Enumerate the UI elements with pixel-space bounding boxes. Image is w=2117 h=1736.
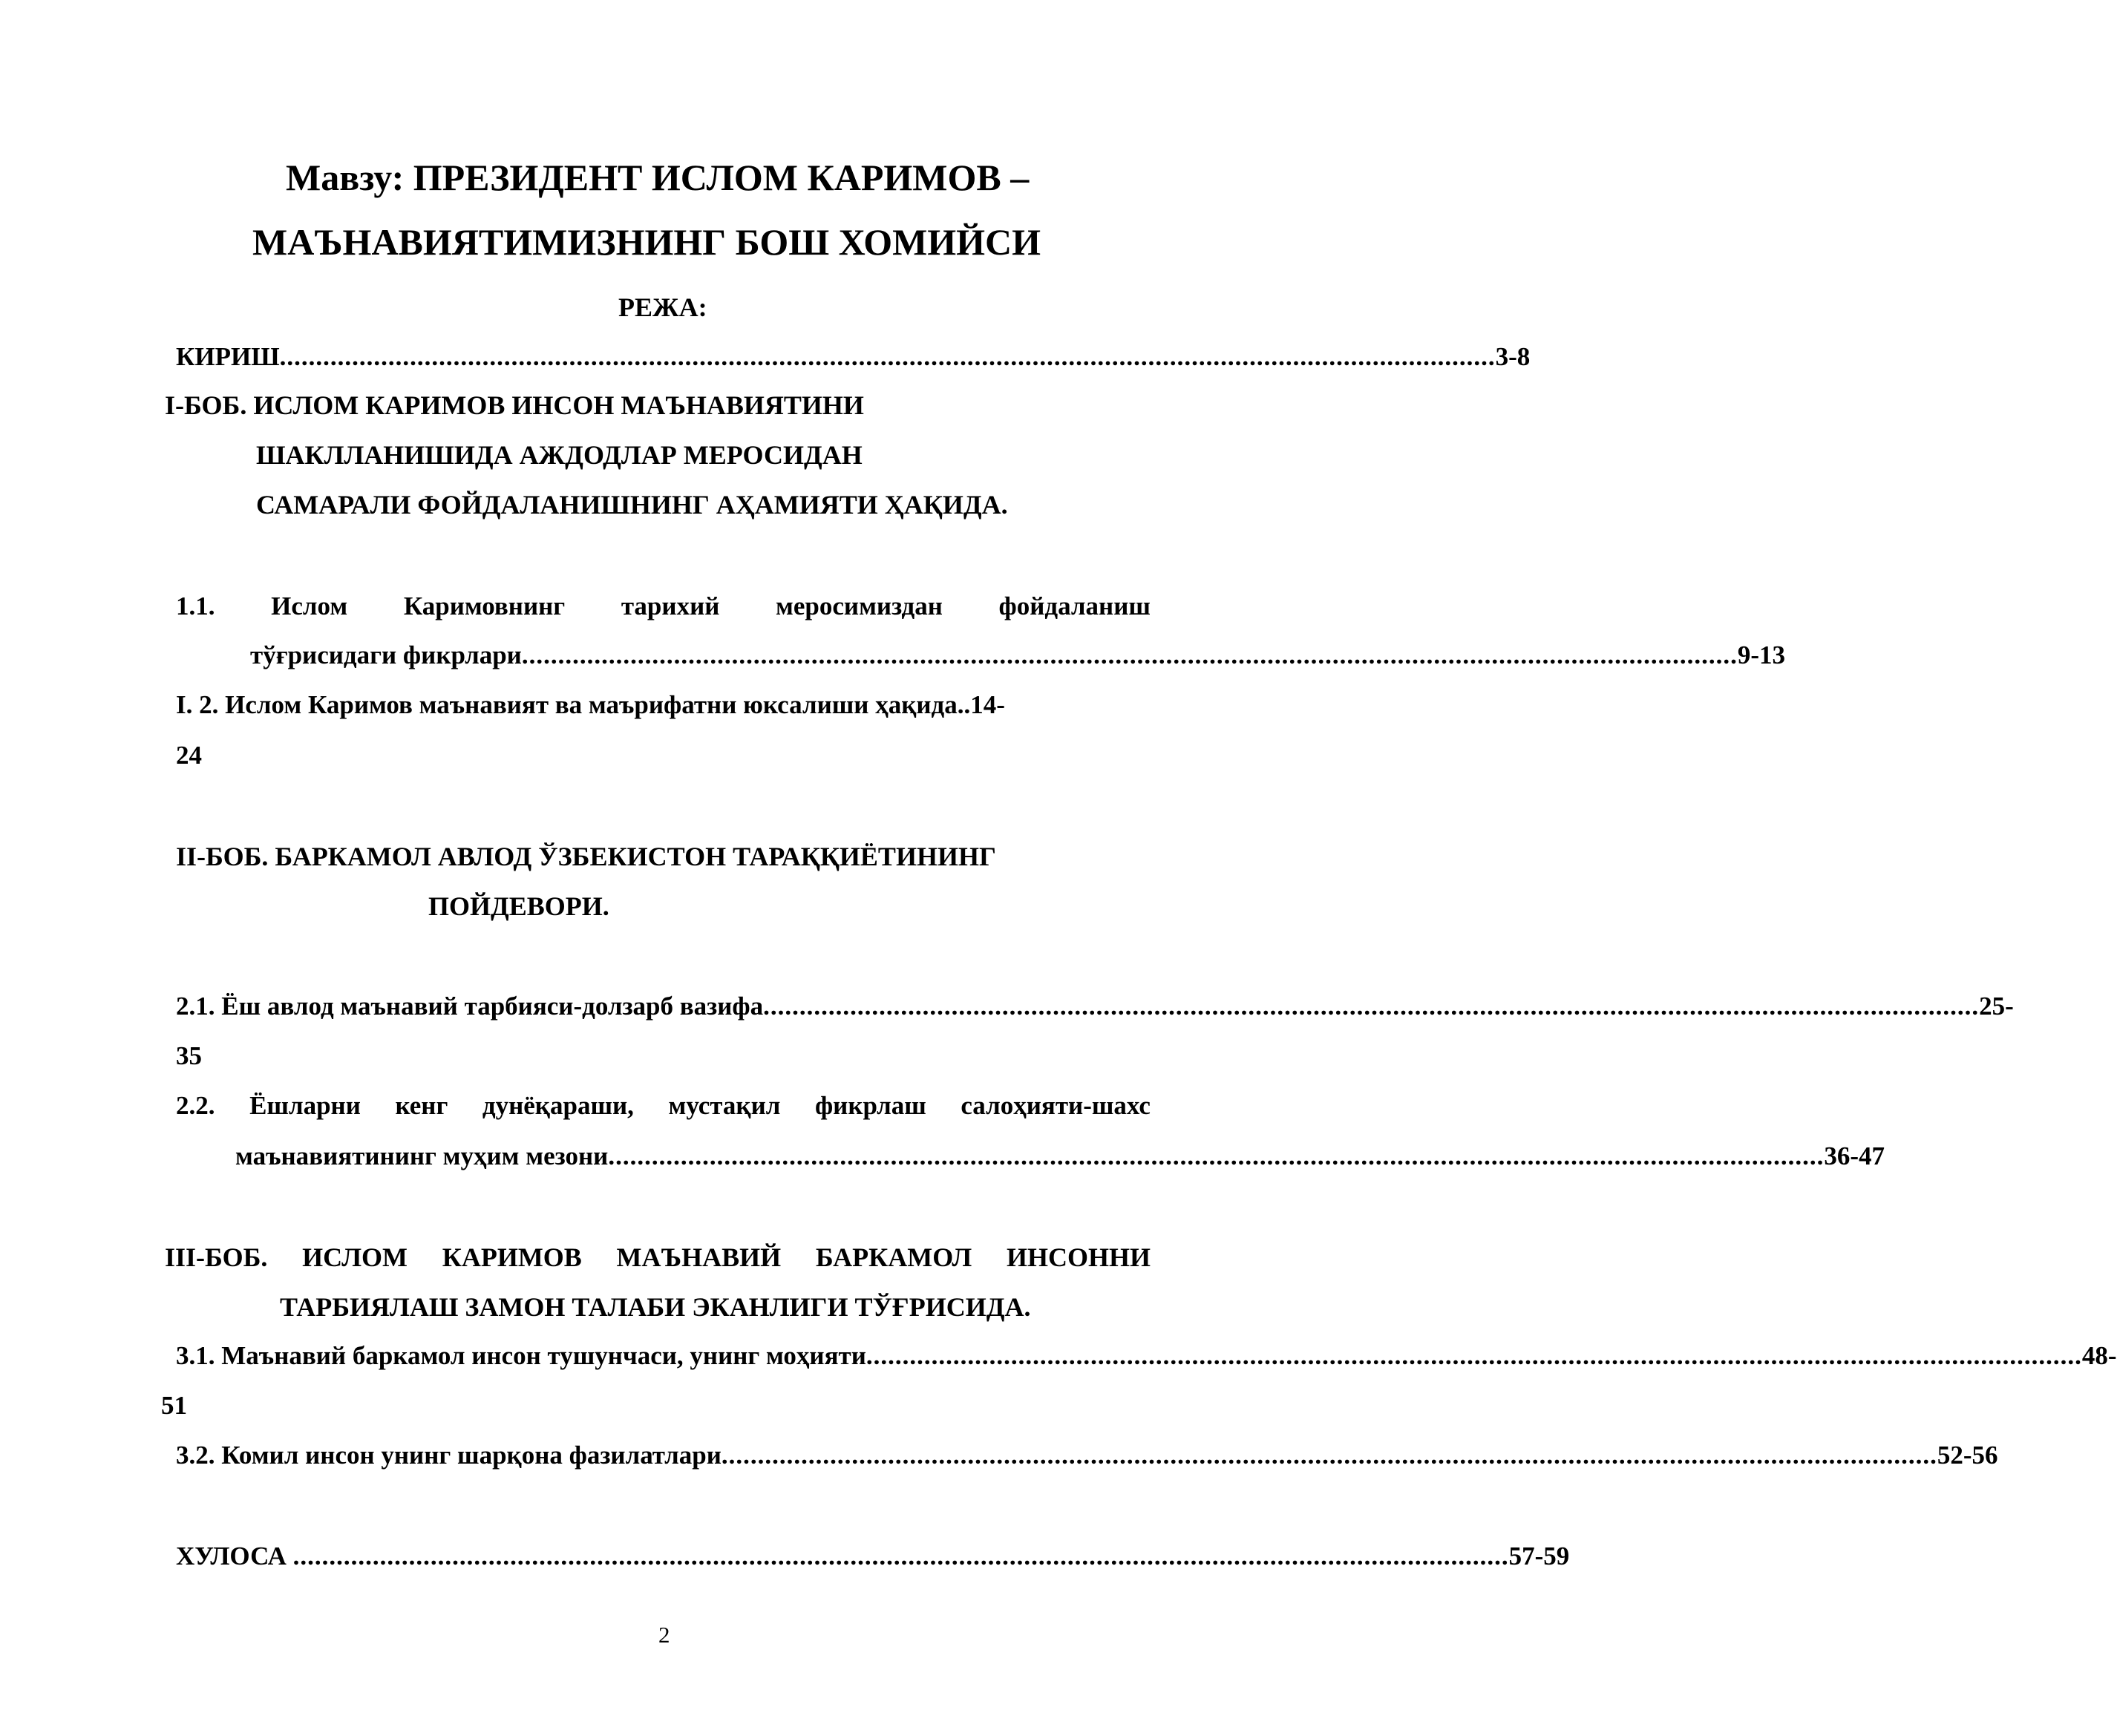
section-2-2-line-1 — [176, 1091, 1151, 1121]
toc-word: Ислом — [271, 592, 348, 620]
toc-label: 3.1. Маънавий баркамол инсон тушунчаси, унинг моҳияти — [176, 1341, 866, 1370]
chapter-1-line-3: САМАРАЛИ ФОЙДАЛАНИШНИНГ АҲАМИЯТИ ҲАҚИДА. — [256, 490, 1008, 520]
toc-word: 1.1. — [176, 592, 215, 620]
toc-label: ХУЛОСА — [176, 1542, 293, 1570]
toc-word: салоҳияти-шахс — [961, 1091, 1151, 1120]
chapter-1-line-1: I-БОБ. ИСЛОМ КАРИМОВ ИНСОН МАЪНАВИЯТИНИ — [165, 390, 864, 420]
toc-word: 2.2. — [176, 1091, 215, 1120]
toc-word: МАЪНАВИЙ — [616, 1242, 782, 1272]
toc-label: маънавиятининг муҳим мезони — [235, 1141, 609, 1170]
toc-word: ИСЛОМ — [302, 1242, 408, 1272]
toc-pages: 48- — [2081, 1341, 2117, 1370]
section-2-2-line-2 — [235, 1141, 1885, 1171]
toc-word: меросимиздан — [776, 592, 943, 620]
section-1-1-line-2 — [250, 641, 1785, 670]
plan-heading: РЕЖА: — [618, 292, 707, 322]
toc-leader-dots: ........................................................................................................................................................................ — [608, 1141, 1825, 1170]
toc-word: Ёшларни — [249, 1091, 361, 1120]
chapter-3-line-1 — [165, 1242, 1151, 1273]
chapter-2-line-2: ПОЙДЕВОРИ. — [428, 891, 609, 921]
section-1-2-line-1: I. 2. Ислом Каримов маънавият ва маърифатни юксалиши ҳақида..14- — [176, 690, 1005, 719]
section-3-1-line-2: 51 — [161, 1391, 187, 1420]
toc-word: фойдаланиш — [998, 592, 1151, 620]
toc-pages: 3-8 — [1495, 342, 1531, 371]
toc-label: тўғрисидаги фикрлари — [250, 641, 522, 669]
toc-word: мустақил — [668, 1091, 781, 1120]
toc-word: тарихий — [621, 592, 720, 620]
section-2-1-line-1 — [176, 992, 2014, 1021]
toc-entry-intro — [176, 342, 1531, 372]
section-3-1-line-1 — [176, 1341, 2117, 1371]
chapter-1-line-2: ШАКЛЛАНИШИДА АЖДОДЛАР МЕРОСИДАН — [256, 440, 863, 470]
toc-word: дунёқараши, — [482, 1091, 634, 1120]
toc-word: III-БОБ. — [165, 1242, 268, 1272]
toc-leader-dots: ........................................................................................................................................................................ — [721, 1441, 1937, 1470]
toc-word: ИНСОННИ — [1006, 1242, 1151, 1272]
chapter-3-line-2: ТАРБИЯЛАШ ЗАМОН ТАЛАБИ ЭКАНЛИГИ ТЎҒРИСИДА. — [280, 1292, 1031, 1322]
title-line-2: МАЪНАВИЯТИМИЗНИНГ БОШ ХОМИЙСИ — [252, 221, 1041, 263]
toc-word: КАРИМОВ — [442, 1242, 582, 1272]
toc-leader-dots: ........................................................................................................................................................................ — [763, 992, 1980, 1021]
toc-word: фикрлаш — [814, 1091, 926, 1120]
toc-word: БАРКАМОЛ — [815, 1242, 972, 1272]
toc-word: кенг — [395, 1091, 448, 1120]
toc-pages: 25- — [1979, 992, 2014, 1021]
toc-label: 2.1. Ёш авлод маънавий тарбияси-долзарб вазифа — [176, 992, 764, 1021]
chapter-2-line-1: II-БОБ. БАРКАМОЛ АВЛОД ЎЗБЕКИСТОН ТАРАҚҚИЁТИНИНГ — [176, 842, 996, 871]
toc-leader-dots: ........................................................................................................................................................................ — [279, 342, 1496, 371]
toc-pages: 36-47 — [1824, 1141, 1885, 1170]
title-line-1: Мавзу: ПРЕЗИДЕНТ ИСЛОМ КАРИМОВ – — [286, 157, 1030, 198]
section-2-1-line-2: 35 — [176, 1041, 202, 1070]
toc-pages: 9-13 — [1737, 641, 1785, 669]
section-3-2-line-1 — [176, 1441, 1998, 1470]
toc-leader-dots: ........................................................................................................................................................................ — [292, 1542, 1509, 1570]
toc-word: Каримовнинг — [403, 592, 566, 620]
toc-pages: 52-56 — [1937, 1441, 1998, 1470]
section-1-2-line-2: 24 — [176, 741, 202, 770]
toc-label: 3.2. Комил инсон унинг шарқона фазилатлари — [176, 1441, 722, 1470]
toc-pages: 57-59 — [1508, 1542, 1570, 1570]
toc-leader-dots: ........................................................................................................................................................................ — [521, 641, 1738, 669]
page-number: 2 — [658, 1622, 670, 1648]
section-1-1-line-1 — [176, 592, 1151, 621]
toc-leader-dots: ........................................................................................................................................................................ — [866, 1341, 2082, 1370]
toc-entry-conclusion — [176, 1542, 1570, 1571]
toc-label: КИРИШ — [176, 342, 280, 371]
